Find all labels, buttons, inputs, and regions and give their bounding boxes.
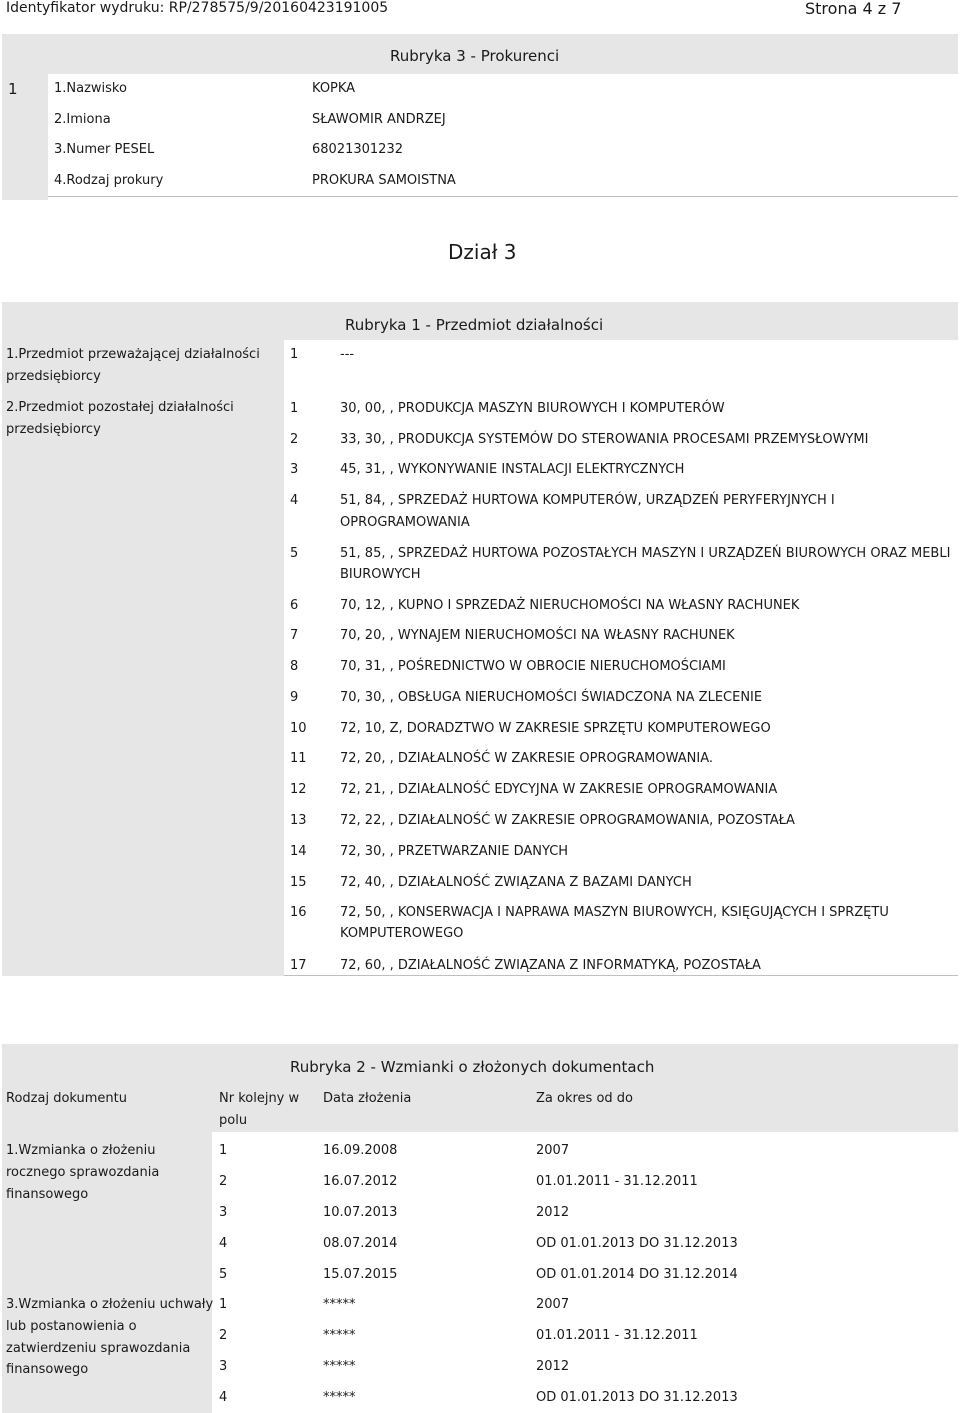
activity-item-text: 33, 30, , PRODUKCJA SYSTEMÓW DO STEROWANIA PROCESAMI PRZEMYSŁOWYMI (340, 432, 869, 447)
activity-item-no: 12 (290, 782, 307, 797)
activity-item-no: 13 (290, 813, 307, 828)
filing-date: ***** (323, 1328, 356, 1343)
activity-item-no: 7 (290, 628, 299, 643)
activity-item-no: 11 (290, 751, 307, 766)
activity-item-no: 10 (290, 721, 307, 736)
filing-period: OD 01.01.2013 DO 31.12.2013 (536, 1390, 738, 1405)
print-identifier: Identyfikator wydruku: RP/278575/9/20160423191005 (6, 0, 389, 16)
activity-item-text: 51, 85, , SPRZEDAŻ HURTOWA POZOSTAŁYCH MASZYN I URZĄDZEŃ BIUROWYCH ORAZ MEBLI (340, 546, 951, 561)
activity-item-text: 30, 00, , PRODUKCJA MASZYN BIUROWYCH I KOMPUTERÓW (340, 401, 725, 416)
filing-period: 2007 (536, 1297, 570, 1312)
activity-item-text: 72, 50, , KONSERWACJA I NAPRAWA MASZYN BIUROWYCH, KSIĘGUJĄCYCH I SPRZĘTU (340, 905, 889, 920)
activity-item-no: 4 (290, 493, 299, 508)
filing-date: 08.07.2014 (323, 1236, 398, 1251)
section-title-dzial: Dział 3 (448, 240, 517, 264)
activity-item-text: 70, 20, , WYNAJEM NIERUCHOMOŚCI NA WŁASNY RACHUNEK (340, 628, 735, 643)
document-type-label-2: lub postanowienia o (6, 1319, 137, 1334)
other-activity-label: 2.Przedmiot pozostałej działalności (6, 400, 234, 415)
prokurenci-title: Rubryka 3 - Prokurenci (390, 47, 560, 65)
prokurent-label-imiona: 2.Imiona (54, 112, 111, 127)
filing-nr: 1 (219, 1297, 228, 1312)
przedmiot-title: Rubryka 1 - Przedmiot działalności (345, 316, 604, 334)
filing-nr: 3 (219, 1359, 228, 1374)
primary-activity-value: --- (340, 347, 355, 362)
document-type-label-4: finansowego (6, 1362, 89, 1377)
document-type-label-3: finansowego (6, 1187, 89, 1202)
activity-item-text: 72, 60, , DZIAŁALNOŚĆ ZWIĄZANA Z INFORMATYKĄ, POZOSTAŁA (340, 958, 761, 973)
activity-item-text: 72, 10, Z, DORADZTWO W ZAKRESIE SPRZĘTU KOMPUTEROWEGO (340, 721, 771, 736)
filing-period: 01.01.2011 - 31.12.2011 (536, 1328, 698, 1343)
activity-item-no: 2 (290, 432, 299, 447)
activity-item-no: 17 (290, 958, 307, 973)
filing-period: 2007 (536, 1143, 570, 1158)
document-type-label-3: zatwierdzeniu sprawozdania (6, 1341, 191, 1356)
activity-item-text: 72, 22, , DZIAŁALNOŚĆ W ZAKRESIE OPROGRAMOWANIA, POZOSTAŁA (340, 813, 795, 828)
activity-item-text: 72, 40, , DZIAŁALNOŚĆ ZWIĄZANA Z BAZAMI DANYCH (340, 875, 692, 890)
filing-nr: 2 (219, 1174, 228, 1189)
other-activity-label-2: przedsiębiorcy (6, 422, 101, 437)
activity-item-text: 70, 12, , KUPNO I SPRZEDAŻ NIERUCHOMOŚCI NA WŁASNY RACHUNEK (340, 598, 800, 613)
filing-date: 15.07.2015 (323, 1267, 398, 1282)
filing-period: 01.01.2011 - 31.12.2011 (536, 1174, 698, 1189)
activity-item-no: 6 (290, 598, 299, 613)
activity-item-no: 5 (290, 546, 299, 561)
filing-nr: 3 (219, 1205, 228, 1220)
prokurent-label-nazwisko: 1.Nazwisko (54, 81, 127, 96)
filing-nr: 1 (219, 1143, 228, 1158)
document-type-label: 1.Wzmianka o złożeniu (6, 1143, 156, 1158)
document-type-label: 3.Wzmianka o złożeniu uchwały (6, 1297, 214, 1312)
filing-nr: 4 (219, 1390, 228, 1405)
activity-item-no: 16 (290, 905, 307, 920)
prokurent-label-rodzaj: 4.Rodzaj prokury (54, 173, 164, 188)
column-header-nr: Nr kolejny w (219, 1091, 300, 1106)
column-header-okres: Za okres od do (536, 1091, 633, 1106)
prokurent-value-rodzaj: PROKURA SAMOISTNA (312, 173, 456, 188)
filing-period: OD 01.01.2014 DO 31.12.2014 (536, 1267, 738, 1282)
prokurent-index: 1 (8, 80, 18, 98)
filing-date: 16.09.2008 (323, 1143, 398, 1158)
filing-nr: 4 (219, 1236, 228, 1251)
prokurent-value-pesel: 68021301232 (312, 142, 403, 157)
activity-item-no: 14 (290, 844, 307, 859)
prokurent-value-nazwisko: KOPKA (312, 81, 356, 96)
activity-item-no: 8 (290, 659, 299, 674)
filing-nr: 2 (219, 1328, 228, 1343)
activity-item-no: 3 (290, 462, 299, 477)
activity-item-text: 72, 30, , PRZETWARZANIE DANYCH (340, 844, 569, 859)
activity-item-text: 70, 31, , POŚREDNICTWO W OBROCIE NIERUCHOMOŚCIAMI (340, 659, 726, 674)
document-type-label-2: rocznego sprawozdania (6, 1165, 160, 1180)
activity-item-no: 9 (290, 690, 299, 705)
column-header-rodzaj: Rodzaj dokumentu (6, 1091, 127, 1106)
prokurent-value-imiona: SŁAWOMIR ANDRZEJ (312, 112, 446, 127)
activity-item-text: 72, 21, , DZIAŁALNOŚĆ EDYCYJNA W ZAKRESIE OPROGRAMOWANIA (340, 782, 778, 797)
filing-period: 2012 (536, 1359, 570, 1374)
activity-item-no: 1 (290, 401, 299, 416)
activity-item-text: 70, 30, , OBSŁUGA NIERUCHOMOŚCI ŚWIADCZONA NA ZLECENIE (340, 690, 763, 705)
column-header-data: Data złożenia (323, 1091, 412, 1106)
primary-activity-label-2: przedsiębiorcy (6, 369, 101, 384)
primary-activity-label: 1.Przedmiot przeważającej działalności (6, 347, 260, 362)
prokurent-label-pesel: 3.Numer PESEL (54, 142, 155, 157)
activity-item-text-cont: KOMPUTEROWEGO (340, 926, 464, 941)
filing-date: 10.07.2013 (323, 1205, 398, 1220)
activity-item-text-cont: BIUROWYCH (340, 567, 421, 582)
activity-item-text: 45, 31, , WYKONYWANIE INSTALACJI ELEKTRYCZNYCH (340, 462, 685, 477)
filing-nr: 5 (219, 1267, 228, 1282)
filing-date: ***** (323, 1359, 356, 1374)
page-number: Strona 4 z 7 (805, 0, 902, 18)
activity-item-text-cont: OPROGRAMOWANIA (340, 515, 470, 530)
filing-date: 16.07.2012 (323, 1174, 398, 1189)
filing-date: ***** (323, 1390, 356, 1405)
filing-period: OD 01.01.2013 DO 31.12.2013 (536, 1236, 738, 1251)
filing-period: 2012 (536, 1205, 570, 1220)
activity-item-no: 15 (290, 875, 307, 890)
wzmianki-title: Rubryka 2 - Wzmianki o złożonych dokumentach (290, 1058, 655, 1076)
activity-item-text: 51, 84, , SPRZEDAŻ HURTOWA KOMPUTERÓW, URZĄDZEŃ PERYFERYJNYCH I (340, 493, 835, 508)
primary-activity-no: 1 (290, 347, 299, 362)
filing-date: ***** (323, 1297, 356, 1312)
column-header-nr-2: polu (219, 1113, 248, 1128)
activity-item-text: 72, 20, , DZIAŁALNOŚĆ W ZAKRESIE OPROGRAMOWANIA. (340, 751, 714, 766)
